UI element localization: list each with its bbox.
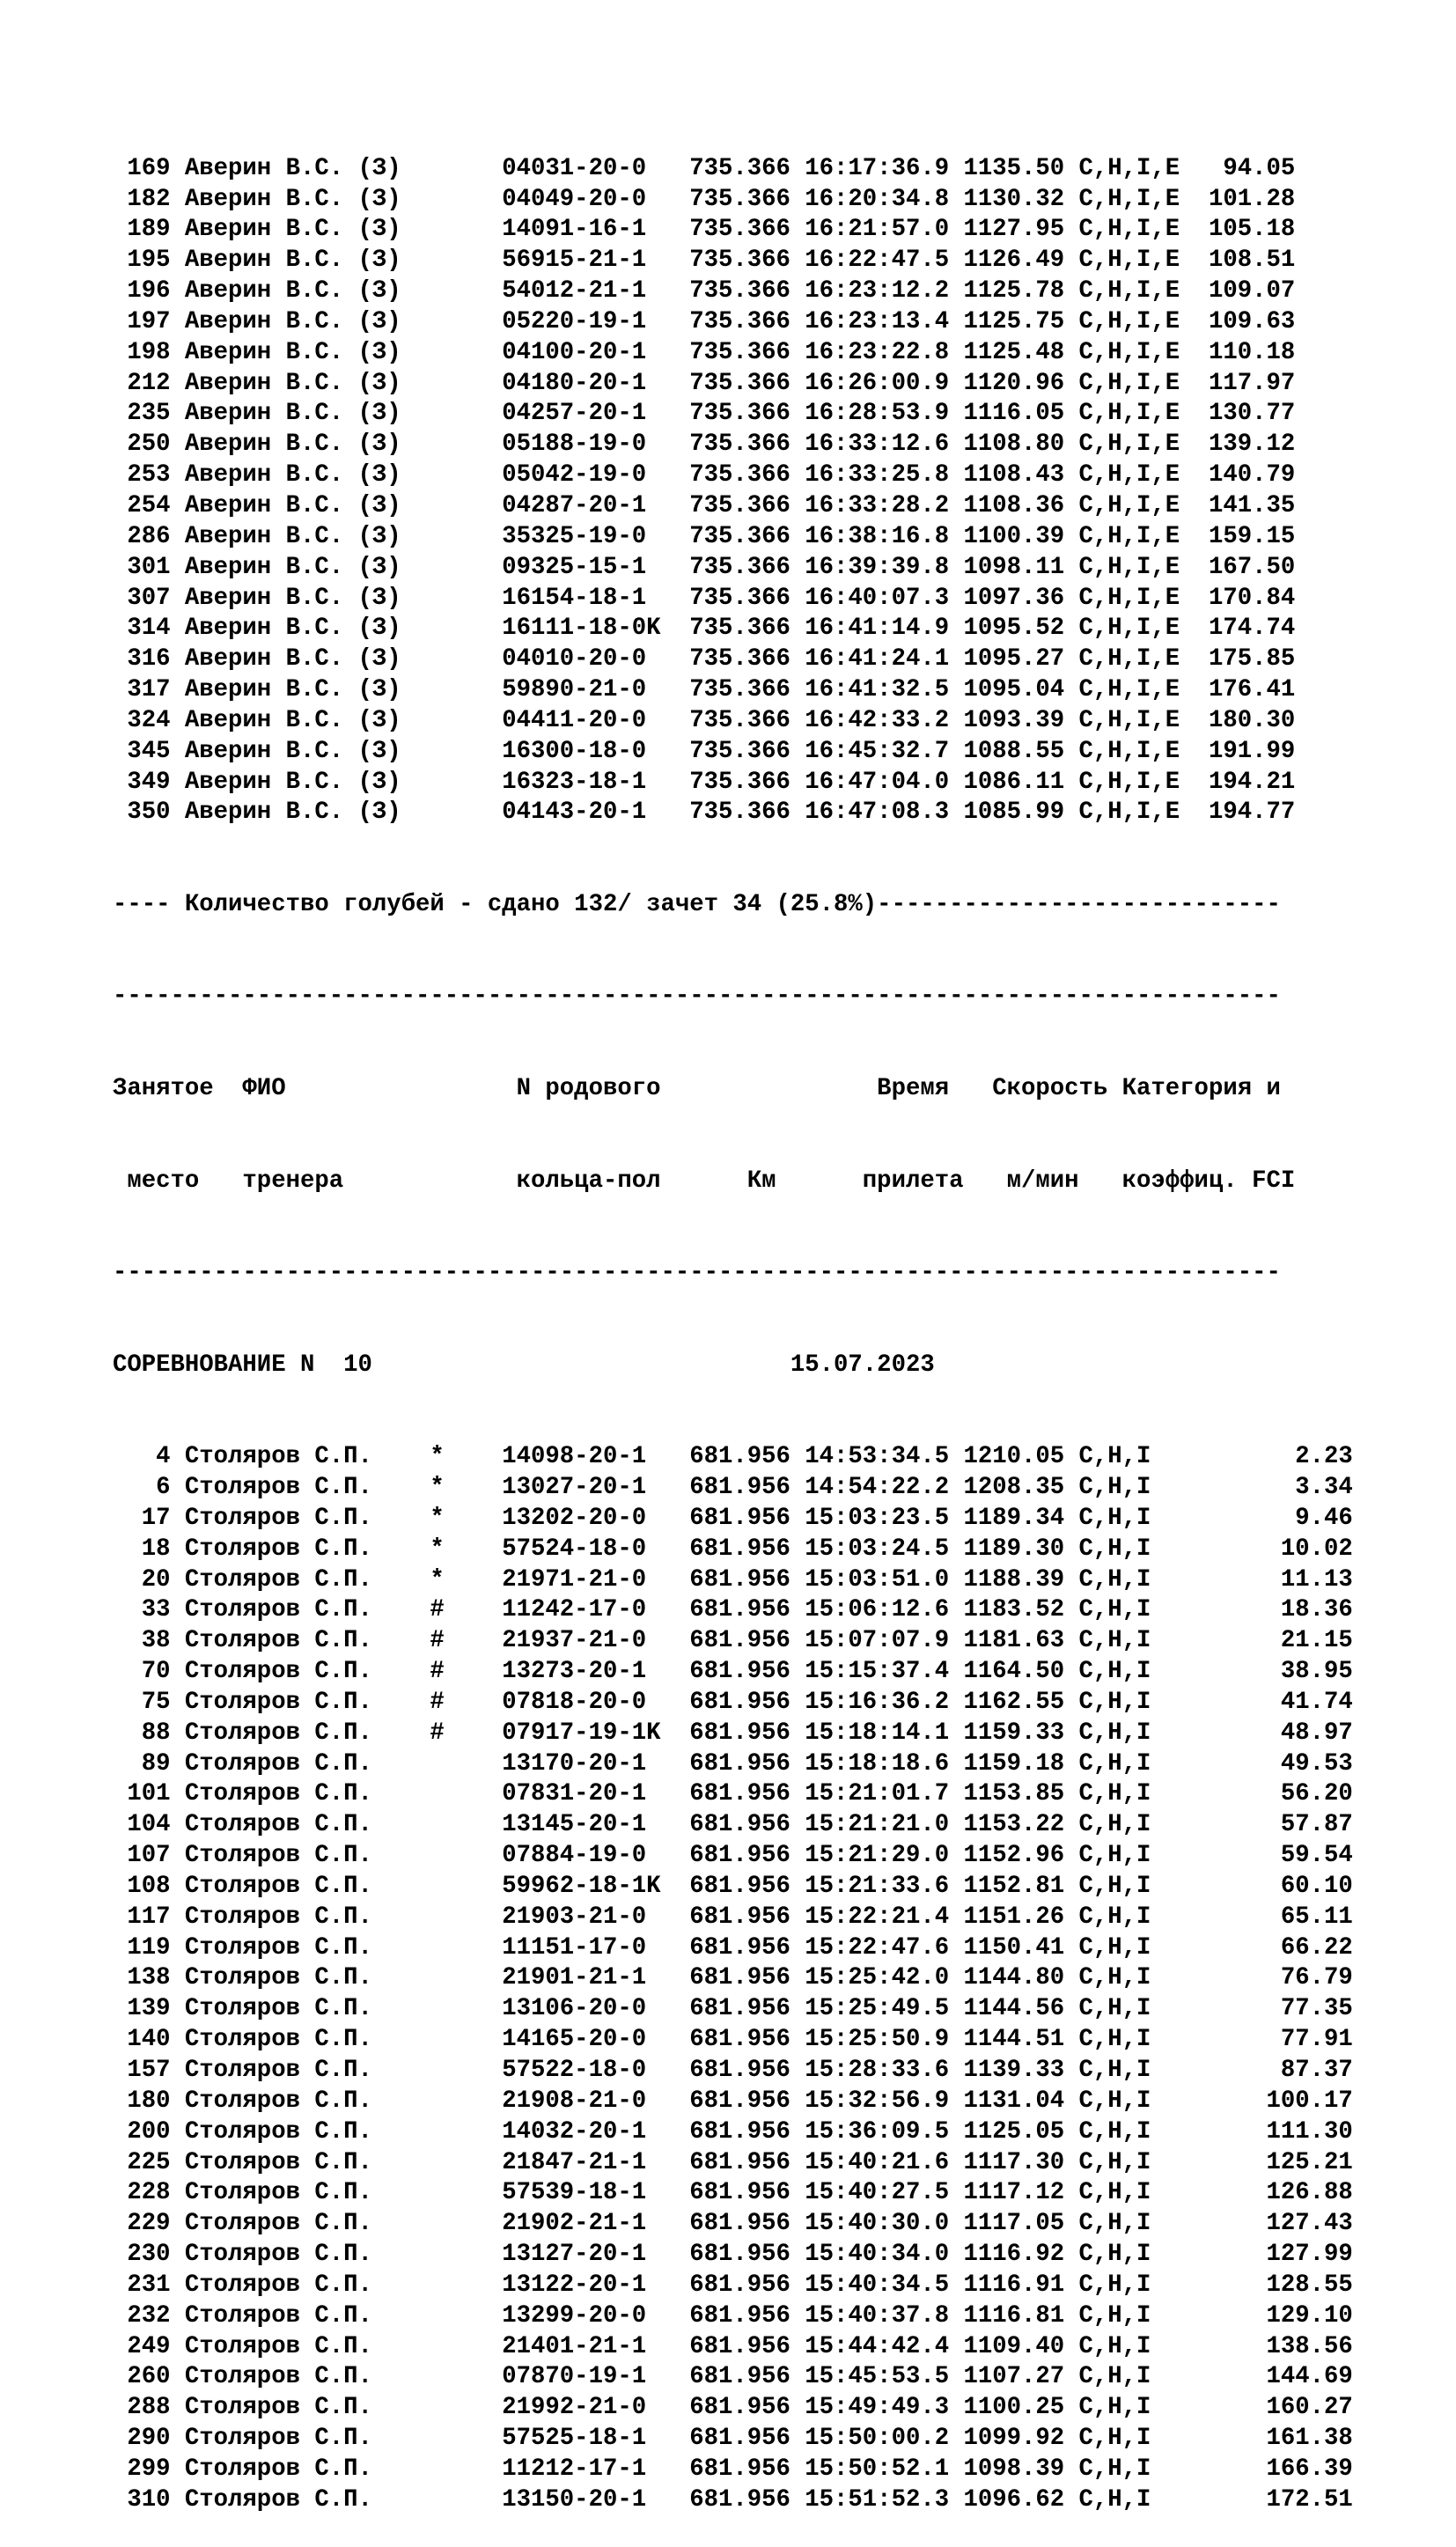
result-row: 316 Аверин В.С. (З) 04010-20-0 735.366 16:41:24.1 1095.27 C,H,I,E 175.85 <box>113 645 1296 674</box>
result-row: 301 Аверин В.С. (З) 09325-15-1 735.366 16:39:39.8 1098.11 C,H,I,E 167.50 <box>113 553 1296 581</box>
result-row: 310 Столяров С.П. 13150-20-1 681.956 15:51:52.3 1096.62 C,H,I 172.51 <box>113 2485 1353 2514</box>
result-row: 138 Столяров С.П. 21901-21-1 681.956 15:25:42.0 1144.80 C,H,I 76.79 <box>113 1964 1353 1992</box>
result-row: 89 Столяров С.П. 13170-20-1 681.956 15:18:18.6 1159.18 C,H,I 49.53 <box>113 1749 1353 1778</box>
column-header-line-2: место тренера кольца-пол Км прилета м/мин коэффиц. FCI <box>113 1167 1296 1195</box>
result-row: 228 Столяров С.П. 57539-18-1 681.956 15:40:27.5 1117.12 C,H,I 126.88 <box>113 2179 1353 2207</box>
result-row: 299 Столяров С.П. 11212-17-1 681.956 15:50:52.1 1098.39 C,H,I 166.39 <box>113 2455 1353 2483</box>
result-row: 232 Столяров С.П. 13299-20-0 681.956 15:40:37.8 1116.81 C,H,I 129.10 <box>113 2301 1353 2330</box>
result-row: 17 Столяров С.П. * 13202-20-0 681.956 15:03:23.5 1189.34 C,H,I 9.46 <box>113 1504 1353 1532</box>
result-row: 4 Столяров С.П. * 14098-20-1 681.956 14:53:34.5 1210.05 C,H,I 2.23 <box>113 1443 1353 1471</box>
result-row: 249 Столяров С.П. 21401-21-1 681.956 15:44:42.4 1109.40 C,H,I 138.56 <box>113 2332 1353 2360</box>
result-row: 254 Аверин В.С. (З) 04287-20-1 735.366 16:33:28.2 1108.36 C,H,I,E 141.35 <box>113 491 1296 519</box>
result-row: 288 Столяров С.П. 21992-21-0 681.956 15:49:49.3 1100.25 C,H,I 160.27 <box>113 2394 1353 2422</box>
result-row: 196 Аверин В.С. (З) 54012-21-1 735.366 16:23:12.2 1125.78 C,H,I,E 109.07 <box>113 277 1296 305</box>
result-row: 189 Аверин В.С. (З) 14091-16-1 735.366 16:21:57.0 1127.95 C,H,I,E 105.18 <box>113 216 1296 244</box>
result-row: 212 Аверин В.С. (З) 04180-20-1 735.366 16:26:00.9 1120.96 C,H,I,E 117.97 <box>113 369 1296 397</box>
result-row: 195 Аверин В.С. (З) 56915-21-1 735.366 16:22:47.5 1126.49 C,H,I,E 108.51 <box>113 247 1296 275</box>
result-row: 180 Столяров С.П. 21908-21-0 681.956 15:32:56.9 1131.04 C,H,I 100.17 <box>113 2087 1353 2115</box>
result-row: 38 Столяров С.П. # 21937-21-0 681.956 15:07:07.9 1181.63 C,H,I 21.15 <box>113 1627 1353 1655</box>
section1-summary: ---- Количество голубей - сдано 132/ зачет 34 (25.8%)---------------------------- <box>113 890 1281 918</box>
result-row: 119 Столяров С.П. 11151-17-0 681.956 15:22:47.6 1150.41 C,H,I 66.22 <box>113 1933 1353 1962</box>
result-row: 260 Столяров С.П. 07870-19-1 681.956 15:45:53.5 1107.27 C,H,I 144.69 <box>113 2363 1353 2391</box>
result-row: 140 Столяров С.П. 14165-20-0 681.956 15:25:50.9 1144.51 C,H,I 77.91 <box>113 2026 1353 2054</box>
result-row: 70 Столяров С.П. # 13273-20-1 681.956 15:15:37.4 1164.50 C,H,I 38.95 <box>113 1658 1353 1686</box>
result-row: 350 Аверин В.С. (З) 04143-20-1 735.366 16:47:08.3 1085.99 C,H,I,E 194.77 <box>113 799 1296 827</box>
result-row: 33 Столяров С.П. # 11242-17-0 681.956 15:06:12.6 1183.52 C,H,I 18.36 <box>113 1596 1353 1624</box>
result-row: 20 Столяров С.П. * 21971-21-0 681.956 15:03:51.0 1188.39 C,H,I 11.13 <box>113 1565 1353 1594</box>
result-row: 317 Аверин В.С. (З) 59890-21-0 735.366 16:41:32.5 1095.04 C,H,I,E 176.41 <box>113 676 1296 704</box>
result-row: 75 Столяров С.П. # 07818-20-0 681.956 15:16:36.2 1162.55 C,H,I 41.74 <box>113 1688 1353 1716</box>
result-row: 88 Столяров С.П. # 07917-19-1K 681.956 15:18:14.1 1159.33 C,H,I 48.97 <box>113 1719 1353 1747</box>
column-header-line-1: Занятое ФИО N родового Время Скорость Категория и <box>113 1075 1281 1102</box>
result-row: 286 Аверин В.С. (З) 35325-19-0 735.366 16:38:16.8 1100.39 C,H,I,E 159.15 <box>113 522 1296 550</box>
result-row: 200 Столяров С.П. 14032-20-1 681.956 15:36:09.5 1125.05 C,H,I 111.30 <box>113 2117 1353 2146</box>
result-row: 198 Аверин В.С. (З) 04100-20-1 735.366 16:23:22.8 1125.48 C,H,I,E 110.18 <box>113 338 1296 366</box>
result-row: 324 Аверин В.С. (З) 04411-20-0 735.366 16:42:33.2 1093.39 C,H,I,E 180.30 <box>113 706 1296 734</box>
results-document <box>113 92 1353 2547</box>
rule-line-top: --------------------------------------------------------------------------------- <box>113 983 1281 1011</box>
section1-rows <box>113 154 1353 829</box>
result-row: 104 Столяров С.П. 13145-20-1 681.956 15:21:21.0 1153.22 C,H,I 57.87 <box>113 1811 1353 1839</box>
result-row: 229 Столяров С.П. 21902-21-1 681.956 15:40:30.0 1117.05 C,H,I 127.43 <box>113 2210 1353 2238</box>
result-row: 345 Аверин В.С. (З) 16300-18-0 735.366 16:45:32.7 1088.55 C,H,I,E 191.99 <box>113 737 1296 765</box>
result-row: 157 Столяров С.П. 57522-18-0 681.956 15:28:33.6 1139.33 C,H,I 87.37 <box>113 2057 1353 2084</box>
result-row: 139 Столяров С.П. 13106-20-0 681.956 15:25:49.5 1144.56 C,H,I 77.35 <box>113 1995 1353 2023</box>
result-row: 250 Аверин В.С. (З) 05188-19-0 735.366 16:33:12.6 1108.80 C,H,I,E 139.12 <box>113 431 1296 459</box>
result-row: 107 Столяров С.П. 07884-19-0 681.956 15:21:29.0 1152.96 C,H,I 59.54 <box>113 1842 1353 1870</box>
result-row: 230 Столяров С.П. 13127-20-1 681.956 15:40:34.0 1116.92 C,H,I 127.99 <box>113 2241 1353 2269</box>
result-row: 169 Аверин В.С. (З) 04031-20-0 735.366 16:17:36.9 1135.50 C,H,I,E 94.05 <box>113 154 1296 182</box>
result-row: 349 Аверин В.С. (З) 16323-18-1 735.366 16:47:04.0 1086.11 C,H,I,E 194.21 <box>113 768 1296 796</box>
competition-title: СОРЕВНОВАНИЕ N 10 15.07.2023 <box>113 1351 935 1379</box>
result-row: 225 Столяров С.П. 21847-21-1 681.956 15:40:21.6 1117.30 C,H,I 125.21 <box>113 2148 1353 2176</box>
result-row: 235 Аверин В.С. (З) 04257-20-1 735.366 16:28:53.9 1116.05 C,H,I,E 130.77 <box>113 400 1296 428</box>
result-row: 6 Столяров С.П. * 13027-20-1 681.956 14:54:22.2 1208.35 C,H,I 3.34 <box>113 1473 1353 1501</box>
result-row: 231 Столяров С.П. 13122-20-1 681.956 15:40:34.5 1116.91 C,H,I 128.55 <box>113 2271 1353 2299</box>
result-row: 290 Столяров С.П. 57525-18-1 681.956 15:50:00.2 1099.92 C,H,I 161.38 <box>113 2425 1353 2453</box>
result-row: 314 Аверин В.С. (З) 16111-18-0K 735.366 16:41:14.9 1095.52 C,H,I,E 174.74 <box>113 615 1296 643</box>
result-row: 18 Столяров С.П. * 57524-18-0 681.956 15:03:24.5 1189.30 C,H,I 10.02 <box>113 1535 1353 1563</box>
result-row: 182 Аверин В.С. (З) 04049-20-0 735.366 16:20:34.8 1130.32 C,H,I,E 101.28 <box>113 185 1296 213</box>
result-row: 253 Аверин В.С. (З) 05042-19-0 735.366 16:33:25.8 1108.43 C,H,I,E 140.79 <box>113 461 1296 490</box>
result-row: 117 Столяров С.П. 21903-21-0 681.956 15:22:21.4 1151.26 C,H,I 65.11 <box>113 1903 1353 1931</box>
rule-line-bottom: --------------------------------------------------------------------------------- <box>113 1259 1281 1287</box>
result-row: 307 Аверин В.С. (З) 16154-18-1 735.366 16:40:07.3 1097.36 C,H,I,E 170.84 <box>113 584 1296 612</box>
result-row: 101 Столяров С.П. 07831-20-1 681.956 15:21:01.7 1153.85 C,H,I 56.20 <box>113 1780 1353 1808</box>
result-row: 197 Аверин В.С. (З) 05220-19-1 735.366 16:23:13.4 1125.75 C,H,I,E 109.63 <box>113 307 1296 335</box>
section2-rows <box>113 1442 1353 2516</box>
result-row: 108 Столяров С.П. 59962-18-1K 681.956 15:21:33.6 1152.81 C,H,I 60.10 <box>113 1872 1353 1900</box>
